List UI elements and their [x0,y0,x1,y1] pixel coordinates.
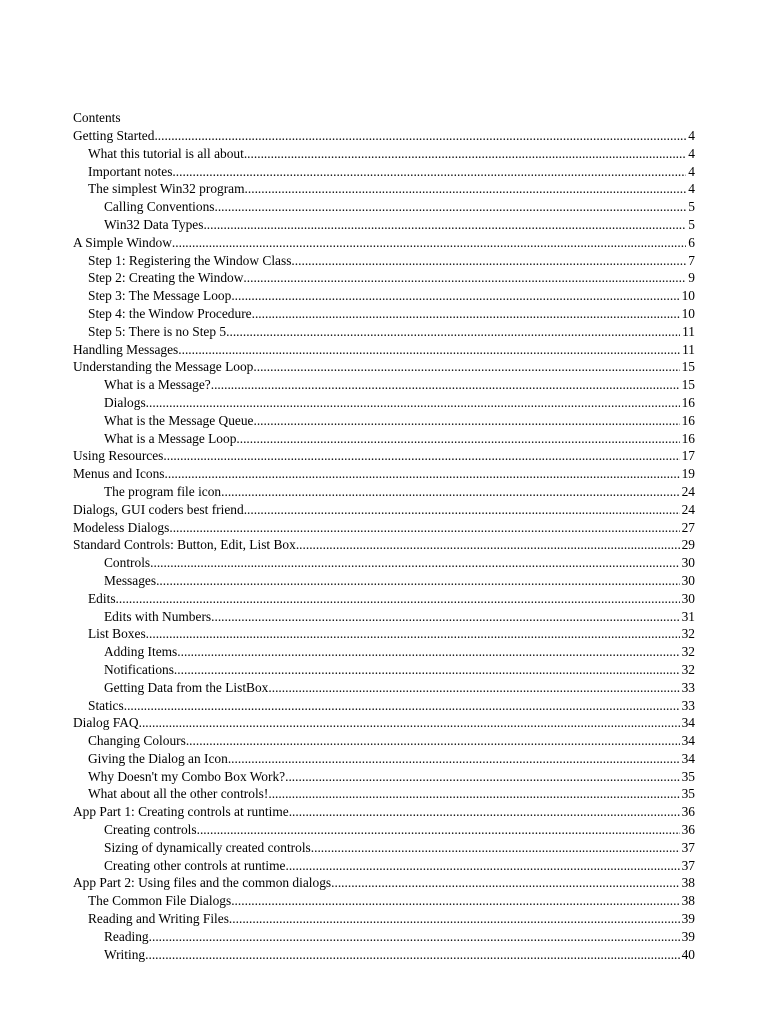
toc-entry-page-number: 32 [681,644,695,660]
toc-dot-leader [154,127,686,145]
toc-entry-page-number: 4 [688,145,695,161]
toc-entry[interactable] [73,554,695,572]
toc-dot-leader [253,358,679,376]
toc-entry-title[interactable]: Getting Data from the ListBox [104,679,269,695]
toc-entry[interactable] [73,198,695,216]
toc-entry-page-number: 27 [681,519,695,535]
toc-entry[interactable] [73,697,695,715]
toc-entry-page-number: 24 [681,501,695,517]
toc-entry-title[interactable]: Dialogs, GUI coders best friend [73,501,244,517]
toc-dot-leader [231,892,679,910]
toc-entry[interactable] [73,412,695,430]
toc-entry[interactable] [73,874,695,892]
toc-entry[interactable] [73,785,695,803]
toc-entry-title[interactable]: Sizing of dynamically created controls [104,839,311,855]
toc-entry-page-number: 30 [681,572,695,588]
toc-dot-leader [146,394,680,412]
toc-entry-title[interactable]: Step 1: Registering the Window Class [88,252,292,268]
toc-entry[interactable] [73,323,695,341]
toc-entry-page-number: 17 [681,448,695,464]
toc-dot-leader [116,590,680,608]
toc-entry-page-number: 40 [681,946,695,962]
toc-entry-title[interactable]: Important notes [88,163,173,179]
toc-entry-title[interactable]: What is a Message? [104,377,211,393]
toc-entry-title[interactable]: The Common File Dialogs [88,893,232,909]
toc-entry-title[interactable]: What about all the other controls! [88,786,269,802]
toc-dot-leader [124,697,680,715]
toc-entry-title[interactable]: Adding Items [104,644,178,660]
toc-entry-title[interactable]: Creating other controls at runtime [104,857,286,873]
toc-entry-title[interactable]: Step 4: the Window Procedure [88,305,252,321]
toc-dot-leader [221,483,679,501]
toc-dot-leader [156,572,680,590]
toc-dot-leader [146,625,680,643]
toc-dot-leader [229,910,680,928]
toc-entry-page-number: 32 [681,661,695,677]
toc-entry-page-number: 19 [681,466,695,482]
toc-dot-leader [311,839,680,857]
toc-entry-page-number: 29 [681,537,695,553]
toc-entry[interactable] [73,892,695,910]
toc-entry-page-number: 35 [681,786,695,802]
toc-dot-leader [231,287,679,305]
toc-entry-title[interactable]: Step 2: Creating the Window [88,270,244,286]
toc-entry-page-number: 5 [688,216,695,232]
toc-dot-leader [211,376,680,394]
toc-entry[interactable] [73,857,695,875]
toc-dot-leader [296,536,680,554]
toc-entry-page-number: 7 [688,252,695,268]
toc-dot-leader [172,234,686,252]
toc-entry[interactable] [73,590,695,608]
toc-entry-title[interactable]: Edits [88,590,116,606]
toc-entry[interactable] [73,305,695,323]
toc-entry-title[interactable]: Menus and Icons [73,466,165,482]
toc-entry-title[interactable]: Using Resources [73,448,164,464]
toc-entry[interactable] [73,501,695,519]
toc-dot-leader [245,180,687,198]
toc-entry-title[interactable]: What is a Message Loop [104,430,237,446]
toc-entry[interactable] [73,234,695,252]
toc-entry-title[interactable]: A Simple Window [73,234,172,250]
toc-entry-page-number: 15 [681,359,695,375]
toc-entry[interactable] [73,430,695,448]
toc-entry-page-number: 16 [681,412,695,428]
toc-entry[interactable] [73,536,695,554]
toc-entry[interactable] [73,732,695,750]
toc-entry[interactable] [73,269,695,287]
toc-entry-page-number: 32 [681,626,695,642]
toc-entry-page-number: 38 [681,875,695,891]
toc-heading: Contents [73,110,121,125]
toc-entry-page-number: 30 [681,555,695,571]
toc-entry-page-number: 33 [681,679,695,695]
toc-entry-page-number: 5 [688,199,695,215]
toc-dot-leader [174,661,680,679]
toc-dot-leader [289,803,680,821]
toc-entry[interactable] [73,483,695,501]
toc-entry[interactable] [73,465,695,483]
toc-dot-leader [169,519,679,537]
toc-dot-leader [226,323,680,341]
toc-entry[interactable] [73,572,695,590]
toc-entry-title[interactable]: Notifications [104,661,174,677]
toc-entry-title[interactable]: Writing [104,946,146,962]
toc-dot-leader [139,714,680,732]
toc-entry-title[interactable]: Modeless Dialogs [73,519,170,535]
toc-dot-leader [214,198,686,216]
toc-dot-leader [163,447,679,465]
toc-entry-title[interactable]: List Boxes [88,626,146,642]
toc-entry-title[interactable]: Getting Started [73,128,155,143]
toc-entry-page-number: 15 [681,377,695,393]
toc-dot-leader [165,465,680,483]
toc-entry[interactable] [73,145,695,163]
toc-entry-title[interactable]: Dialog FAQ [73,715,139,731]
toc-entry[interactable] [73,803,695,821]
toc-dot-leader [268,785,679,803]
toc-dot-leader [228,750,680,768]
toc-dot-leader [236,430,679,448]
toc-entry-title[interactable]: Statics [88,697,124,713]
toc-entry[interactable] [73,714,695,732]
toc-entry-page-number: 34 [681,715,695,731]
toc-entry-title[interactable]: Messages [104,572,157,588]
toc-dot-leader [244,501,680,519]
toc-dot-leader [186,732,680,750]
toc-entry[interactable] [73,287,695,305]
toc-dot-leader [285,857,679,875]
toc-dot-leader [203,216,686,234]
toc-entry-title[interactable]: Understanding the Message Loop [73,359,254,375]
toc-entry-title[interactable]: Win32 Data Types [104,216,204,232]
toc-entry[interactable] [73,180,695,198]
toc-entry-page-number: 4 [688,128,695,143]
toc-entry[interactable] [73,127,695,145]
toc-entry-title[interactable]: Reading [104,928,149,944]
toc-entry-page-number: 4 [688,163,695,179]
table-of-contents [73,127,695,963]
toc-entry[interactable] [73,661,695,679]
toc-entry[interactable] [73,519,695,537]
toc-entry[interactable] [73,394,695,412]
toc-entry-title[interactable]: Controls [104,555,151,571]
toc-dot-leader [145,946,679,964]
toc-entry-page-number: 39 [681,911,695,927]
toc-entry-title[interactable]: Calling Conventions [104,199,215,215]
toc-entry-title[interactable]: Why Doesn't my Combo Box Work? [88,768,286,784]
toc-entry-page-number: 10 [681,288,695,304]
toc-entry-title[interactable]: Standard Controls: Button, Edit, List Box [73,537,296,553]
toc-entry[interactable] [73,447,695,465]
toc-entry-page-number: 39 [681,928,695,944]
toc-dot-leader [172,163,686,181]
toc-entry-title[interactable]: App Part 1: Creating controls at runtime [73,804,289,820]
toc-dot-leader [150,554,679,572]
toc-entry[interactable] [73,750,695,768]
toc-entry[interactable] [73,946,695,964]
toc-dot-leader [285,768,680,786]
toc-entry-page-number: 36 [681,804,695,820]
toc-entry[interactable] [73,216,695,234]
toc-entry-title[interactable]: Reading and Writing Files [88,911,229,927]
toc-entry[interactable] [73,821,695,839]
toc-entry-page-number: 11 [682,323,695,339]
toc-dot-leader [177,643,679,661]
toc-dot-leader [243,269,686,287]
toc-entry-page-number: 11 [682,341,695,357]
toc-dot-leader [197,821,680,839]
toc-entry-title[interactable]: What is the Message Queue [104,412,254,428]
toc-entry-page-number: 6 [688,234,695,250]
toc-dot-leader [331,874,679,892]
toc-entry-page-number: 31 [681,608,695,624]
toc-entry[interactable] [73,608,695,626]
toc-entry-page-number: 36 [681,822,695,838]
toc-dot-leader [178,341,680,359]
toc-entry-title[interactable]: What this tutorial is all about [88,145,244,161]
toc-entry-title[interactable]: Changing Colours [88,733,186,749]
toc-entry-page-number: 16 [681,394,695,410]
toc-dot-leader [253,412,679,430]
toc-dot-leader [149,928,680,946]
toc-entry[interactable] [73,643,695,661]
toc-entry-page-number: 30 [681,590,695,606]
toc-dot-leader [291,252,686,270]
toc-entry-page-number: 34 [681,733,695,749]
toc-entry[interactable] [73,252,695,270]
toc-entry[interactable] [73,358,695,376]
toc-entry-title[interactable]: Handling Messages [73,341,179,357]
toc-entry-page-number: 10 [681,305,695,321]
toc-entry-title[interactable]: Step 3: The Message Loop [88,288,232,304]
toc-entry[interactable] [73,341,695,359]
toc-entry-title[interactable]: Creating controls [104,822,197,838]
toc-entry-page-number: 24 [681,483,695,499]
toc-entry[interactable] [73,679,695,697]
toc-entry-title[interactable]: App Part 2: Using files and the common dialogs [73,875,332,891]
toc-entry-page-number: 38 [681,893,695,909]
toc-entry[interactable] [73,163,695,181]
toc-entry-page-number: 37 [681,857,695,873]
toc-entry-title[interactable]: Edits with Numbers [104,608,212,624]
toc-entry-title[interactable]: Step 5: There is no Step 5 [88,323,227,339]
toc-entry[interactable] [73,768,695,786]
toc-entry[interactable] [73,625,695,643]
toc-entry-page-number: 34 [681,750,695,766]
toc-entry-title[interactable]: Dialogs [104,394,146,410]
toc-entry-page-number: 35 [681,768,695,784]
toc-entry-page-number: 4 [688,181,695,197]
toc-entry-page-number: 37 [681,839,695,855]
toc-dot-leader [268,679,679,697]
toc-entry[interactable] [73,376,695,394]
toc-entry-title[interactable]: The program file icon [104,483,222,499]
toc-entry-title[interactable]: The simplest Win32 program [88,181,245,197]
toc-entry[interactable] [73,839,695,857]
toc-entry-page-number: 33 [681,697,695,713]
toc-entry-page-number: 9 [688,270,695,286]
toc-dot-leader [252,305,680,323]
toc-entry[interactable] [73,910,695,928]
toc-dot-leader [244,145,686,163]
toc-entry-title[interactable]: Giving the Dialog an Icon [88,750,228,766]
toc-dot-leader [211,608,679,626]
toc-entry-page-number: 16 [681,430,695,446]
toc-entry[interactable] [73,928,695,946]
